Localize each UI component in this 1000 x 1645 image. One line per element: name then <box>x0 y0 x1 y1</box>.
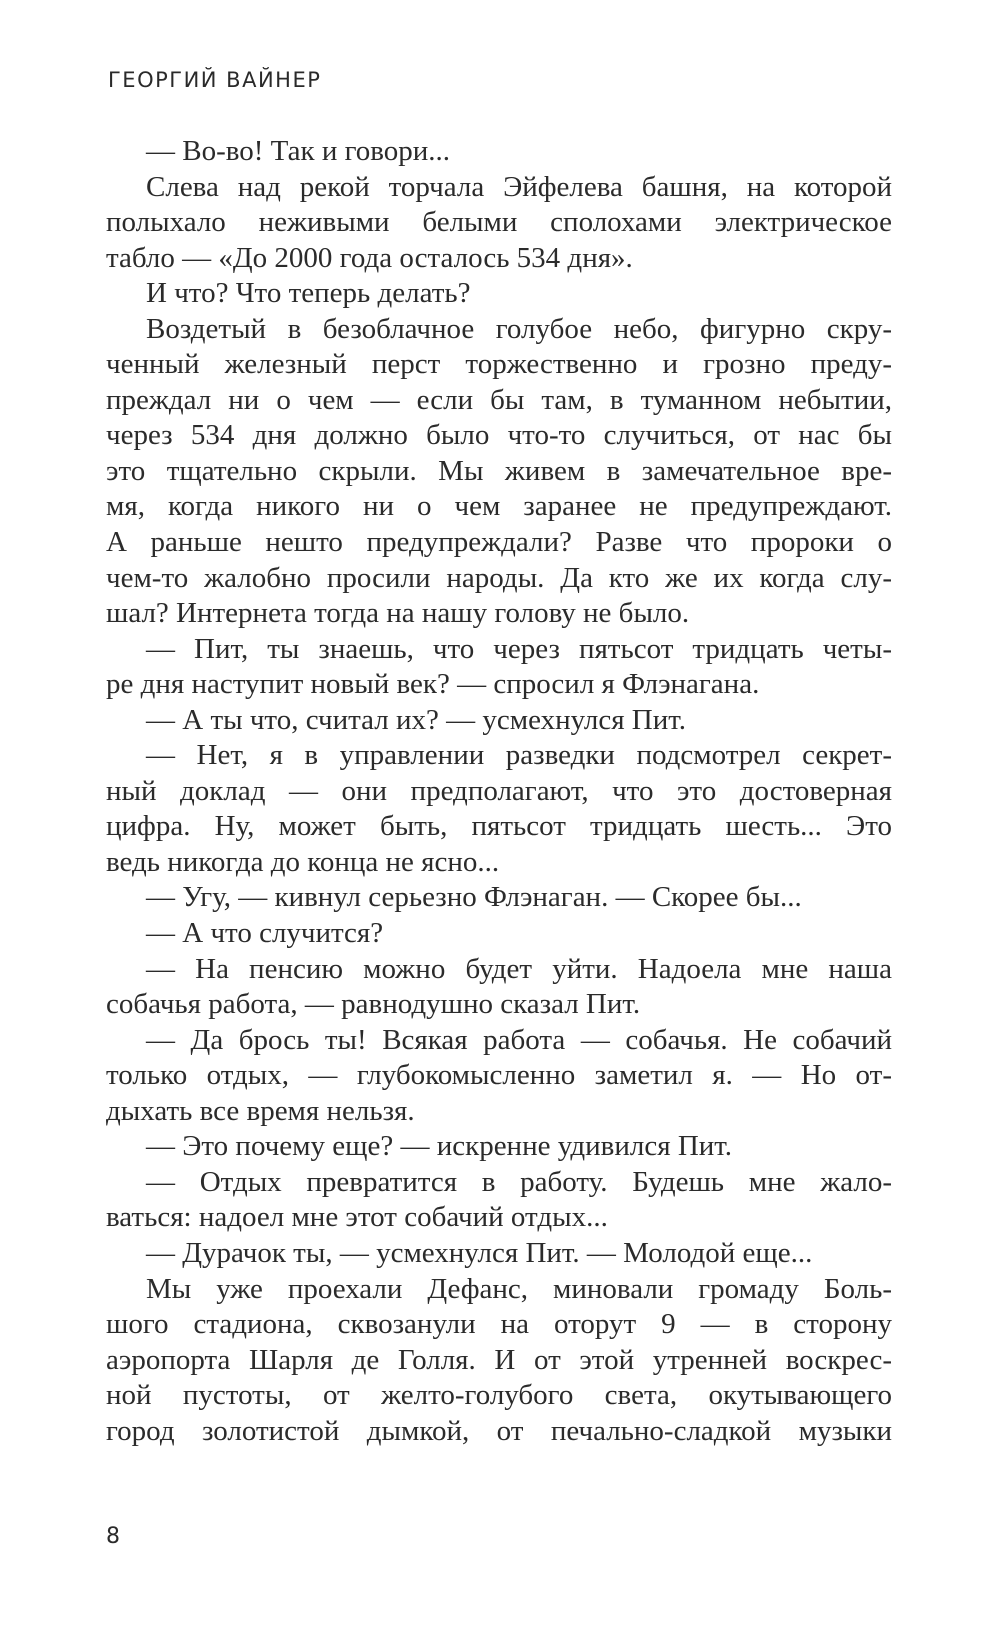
text-line: через 534 дня должно было что-то случиться, от нас бы <box>106 419 892 452</box>
text-line: дыхать все время нельзя. <box>106 1094 415 1127</box>
text-line: аэропорта Шарля де Голля. И от этой утренней воскрес- <box>106 1343 892 1376</box>
text-line: — Дурачок ты, — усмехнулся Пит. — Молодой еще... <box>146 1236 813 1269</box>
text-line: мя, когда никого ни о чем заранее не предупреждают. <box>106 490 892 523</box>
text-line: — А что случится? <box>146 917 384 950</box>
text-line: это тщательно скрыли. Мы живем в замечательное вре- <box>106 454 892 487</box>
text-line: цифра. Ну, может быть, пятьсот тридцать шесть... Это <box>106 810 892 843</box>
text-line: Слева над рекой торчала Эйфелева башня, на которой <box>146 170 892 203</box>
running-head: ГЕОРГИЙ ВАЙНЕР <box>108 68 322 92</box>
text-line: ре дня наступит новый век? — спросил я Флэнагана. <box>106 668 760 701</box>
text-line: — А ты что, считал их? — усмехнулся Пит. <box>146 703 686 736</box>
text-line: Воздетый в безоблачное голубое небо, фигурно скру- <box>146 312 892 345</box>
text-line: — Угу, — кивнул серьезно Флэнаган. — Скорее бы... <box>146 881 802 914</box>
text-line: — На пенсию можно будет уйти. Надоела мне наша <box>146 952 892 985</box>
text-line: город золотистой дымкой, от печально-сладкой музыки <box>106 1414 892 1447</box>
text-line: шого стадиона, сквозанули на оторут 9 — в сторону <box>106 1308 892 1341</box>
text-line: — Во-во! Так и говори... <box>146 135 451 167</box>
text-line: — Пит, ты знаешь, что через пятьсот тридцать четы- <box>146 632 892 665</box>
text-line: ведь никогда до конца не ясно... <box>106 845 500 878</box>
text-line: Мы уже проехали Дефанс, миновали громаду Боль- <box>146 1272 892 1305</box>
text-line: шал? Интернета тогда на нашу голову не было. <box>106 597 690 630</box>
page-number: 8 <box>106 1524 120 1549</box>
text-line: — Нет, я в управлении разведки подсмотрел секрет- <box>146 739 892 772</box>
text-line: ченный железный перст торжественно и грозно преду- <box>106 348 892 381</box>
body-text <box>106 134 892 1449</box>
text-line: — Да брось ты! Всякая работа — собачья. Не собачий <box>146 1023 892 1056</box>
text-line: ваться: надоел мне этот собачий отдых... <box>106 1201 608 1234</box>
text-line: полыхало неживыми белыми сполохами электрическое <box>106 206 892 239</box>
text-line: только отдых, — глубокомысленно заметил я. — Но от- <box>106 1059 892 1092</box>
text-line: собачья работа, — равнодушно сказал Пит. <box>106 988 641 1021</box>
text-line: А раньше нешто предупреждали? Разве что пророки о <box>106 526 892 559</box>
text-line: — Отдых превратится в работу. Будешь мне жало- <box>146 1165 892 1198</box>
text-line: — Это почему еще? — искренне удивился Пит. <box>146 1130 733 1163</box>
text-line: ный доклад — они предполагают, что это достоверная <box>106 774 892 807</box>
text-line: чем-то жалобно просили народы. Да кто же их когда слу- <box>106 561 892 594</box>
text-line: табло — «До 2000 года осталось 534 дня». <box>106 241 633 274</box>
text-line: преждал ни о чем — если бы там, в туманном небытии, <box>106 383 892 416</box>
text-line: И что? Что теперь делать? <box>146 277 471 310</box>
text-line: ной пустоты, от желто-голубого света, окутывающего <box>106 1379 892 1412</box>
